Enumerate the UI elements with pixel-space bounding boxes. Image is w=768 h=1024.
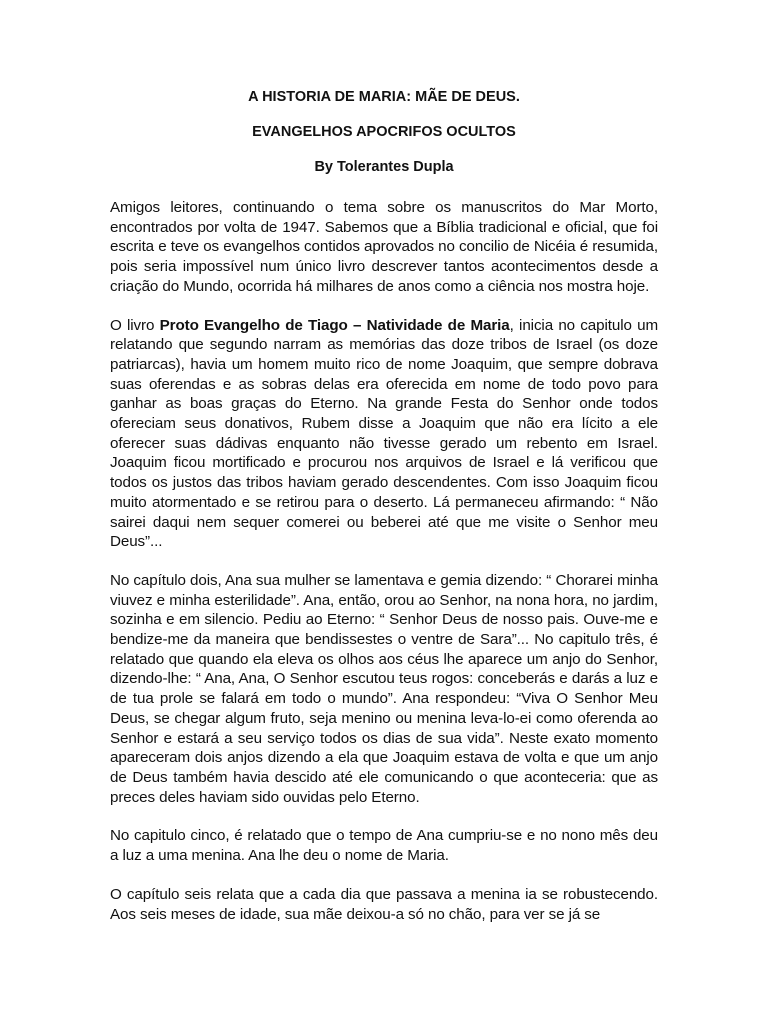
paragraph-chapter-two: No capítulo dois, Ana sua mulher se lamentava e gemia dizendo: “ Chorarei minha viuvez e minha esterilidade”. Ana, então, orou ao Senhor, na nona hora, no jardim, sozinha e em silencio. Pediu ao Eterno: “ Senhor Deus de nosso pais. Ouve-me e bendize-me da maneira que bendissestes o ventre de Sara”... No capitulo três, é relatado que quando ela eleva os olhos aos céus lhe aparece um anjo do Senhor, dizendo-lhe: “ Ana, Ana, O Senhor escutou teus rogos: conceberás e darás a luz e de tua prole se falará em todo o mundo”. Ana respondeu: “Viva O Senhor Meu Deus, se chegar algum fruto, seja menino ou menina leva-lo-ei como oferenda ao Senhor e estará a seu serviço todos os dias de sua vida”. Neste exato momento apareceram dois anjos dizendo a ela que Joaquim estava de volta e que um anjo de Deus também havia descido até ele comunicando o que aconteceria: que as preces deles haviam sido ouvidas pelo Eterno. [110,571,658,806]
paragraph-chapter-six: O capítulo seis relata que a cada dia que passava a menina ia se robustecendo. Aos seis meses de idade, sua mãe deixou-a só no chão, para ver se já se [110,885,658,923]
paragraph-text-rest: , inicia no capitulo um relatando que segundo narram as memórias das doze tribos de Israel (os doze patriarcas), havia um homem muito rico de nome Joaquim, que sempre dobrava suas oferendas e as sobras delas era oferecida em nome de todo povo para ganhar as boas graças do Eterno. Na grande Festa do Senhor onde todos ofereciam seus donativos, Rubem disse a Joaquim que não era lícito a ele oferecer suas dádivas enquanto não tivesse gerado um rebento em Israel. Joaquim ficou mortificado e procurou nos arquivos de Israel e lá verificou que todos os justos das tribos haviam gerado descendentes. Com isso Joaquim ficou muito atormentado e se retirou para o deserto. Lá permaneceu afirmando: “ Não sairei daqui nem sequer comerei ou beberei até que me visite o Senhor meu Deus”... [110,316,659,551]
paragraph-intro: Amigos leitores, continuando o tema sobre os manuscritos do Mar Morto, encontrados por volta de 1947. Sabemos que a Bíblia tradicional e oficial, que foi escrita e teve os evangelhos contidos aprovados no concilio de Nicéia é resumida, pois seria impossível num único livro descrever tantos acontecimentos desde a criação do Mundo, ocorrida há milhares de anos como a ciência nos mostra hoje. [110,199,658,295]
paragraph-chapter-one [110,316,658,552]
document-byline: By Tolerantes Dupla [314,159,454,175]
paragraph-text-start: O livro [110,316,160,334]
document-subtitle: EVANGELHOS APOCRIFOS OCULTOS [252,124,516,140]
document-page [110,88,658,943]
paragraph-chapter-five: No capitulo cinco, é relatado que o tempo de Ana cumpriu-se e no nono mês deu a luz a uma menina. Ana lhe deu o nome de Maria. [110,827,658,865]
document-title: A HISTORIA DE MARIA: MÃE DE DEUS. [248,89,520,105]
book-title: Proto Evangelho de Tiago – Natividade de Maria [159,316,510,334]
